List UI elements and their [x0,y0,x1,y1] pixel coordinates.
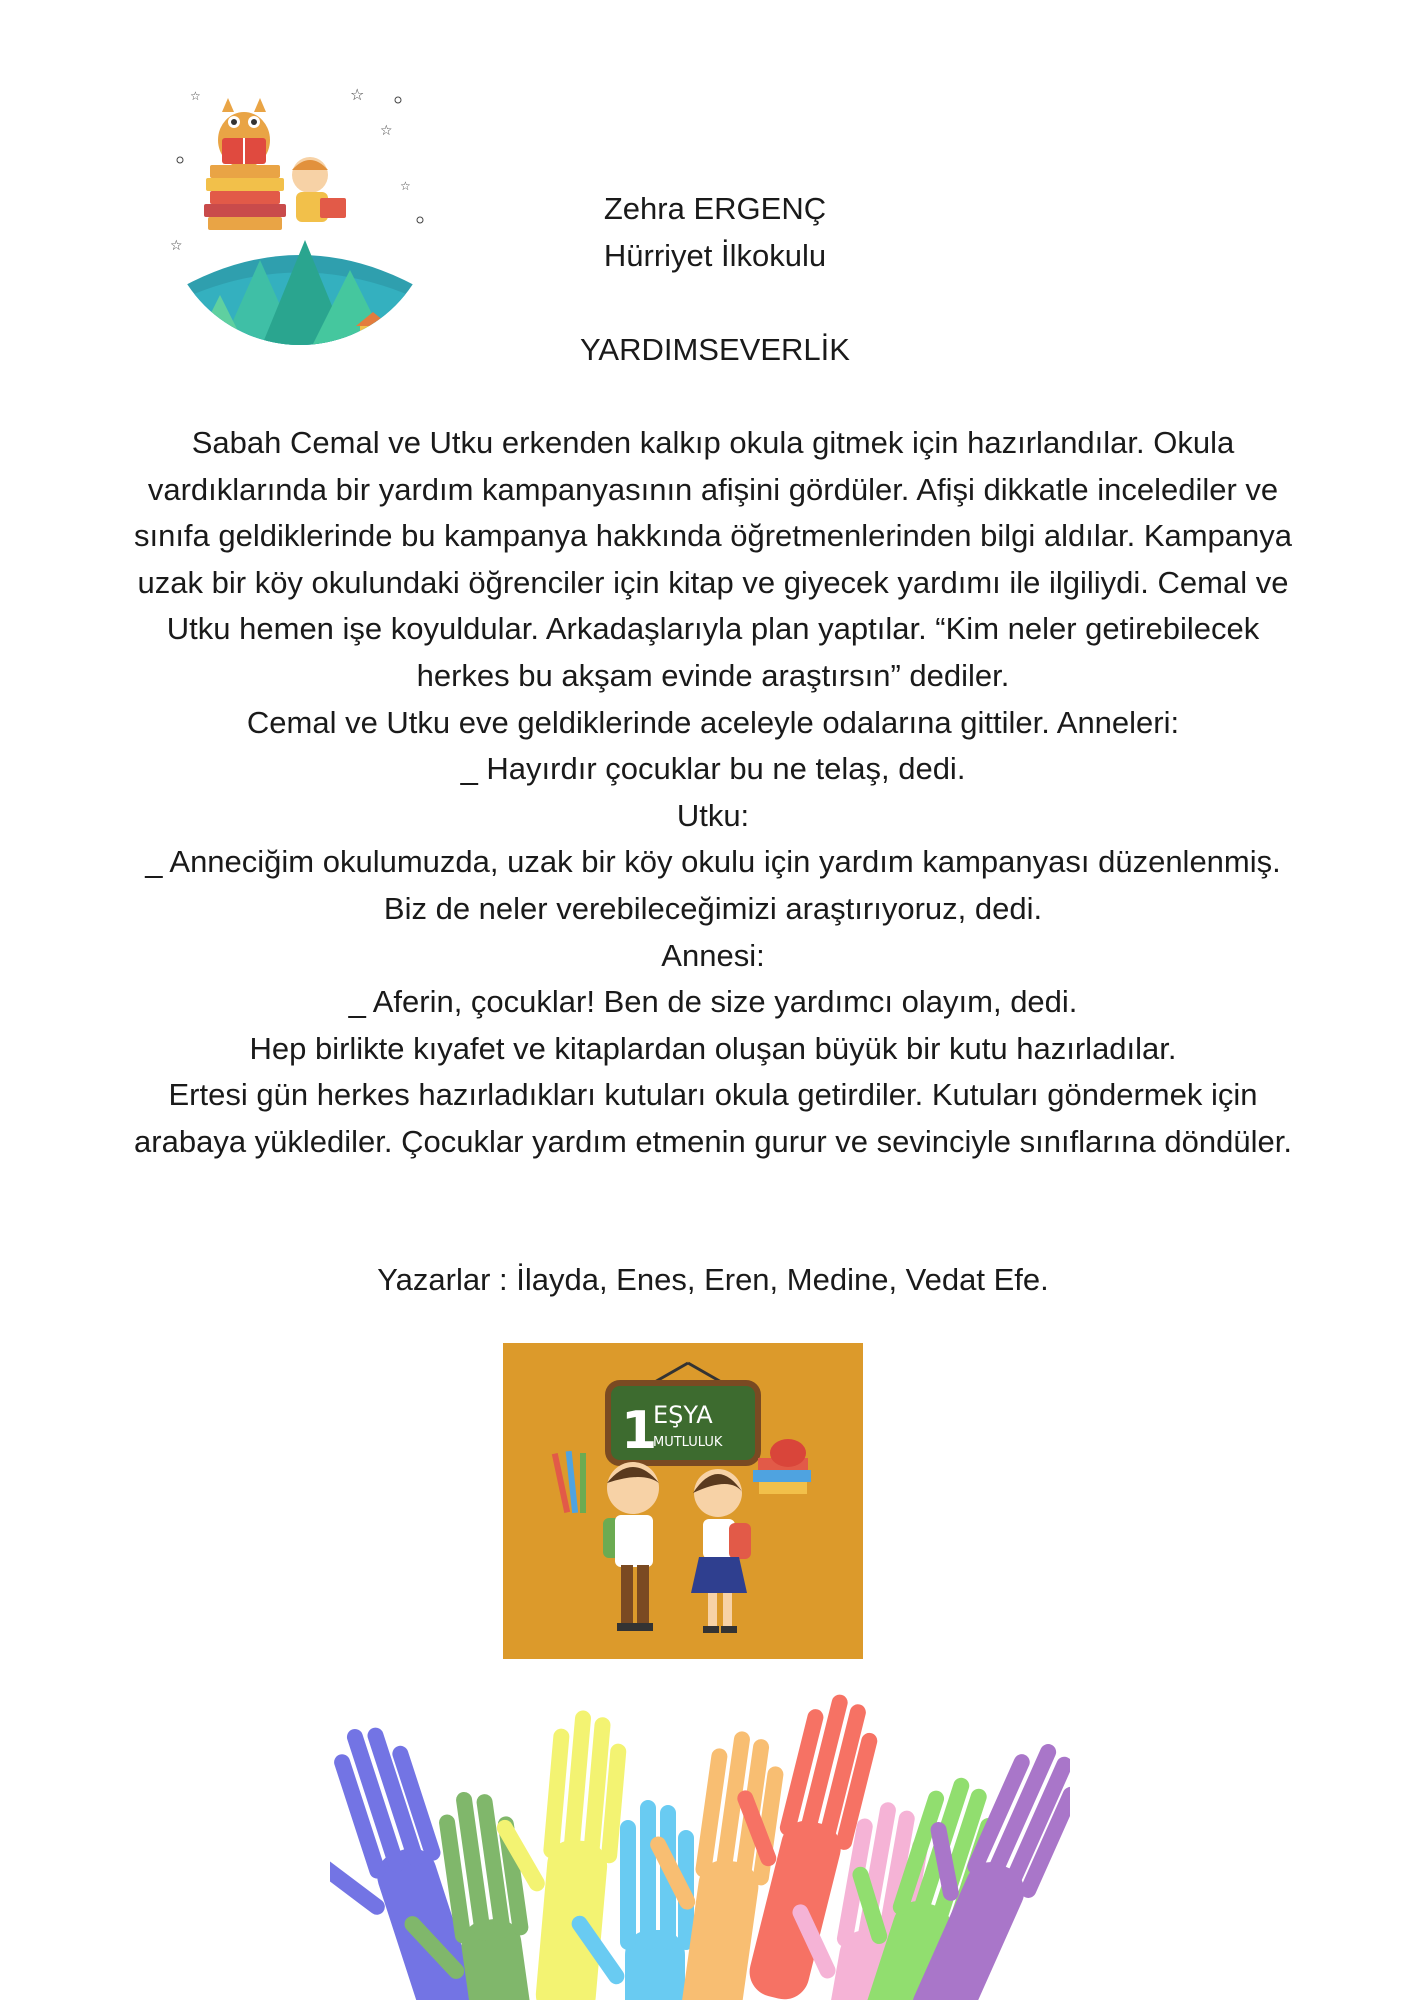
svg-text:☆: ☆ [170,237,183,253]
story-line: sınıfa geldiklerinde bu kampanya hakkında öğretmenlerinden bilgi aldılar. Kampanya [133,518,1293,554]
authors-line: Yazarlar : İlayda, Enes, Eren, Medine, Vedat Efe. [377,1262,1049,1297]
story-line: herkes bu akşam evinde araştırsın” dediler. [416,657,1010,693]
story-line: Utku hemen işe koyuldular. Arkadaşlarıyla plan yaptılar. “Kim neler getirebilecek [166,611,1260,647]
reading-owl-illustration-icon [150,60,450,360]
story-line: Utku: [676,797,750,833]
svg-text:☆: ☆ [190,89,201,103]
svg-text:☆: ☆ [350,87,365,104]
author-name: Zehra ERGENÇ [603,191,827,226]
raised-hands-icon [330,1670,1070,2000]
school-name: Hürriyet İlkokulu [603,237,827,273]
story-line: Annesi: [661,937,765,973]
story-line: vardıklarında bir yardım kampanyasının afişini gördüler. Afişi dikkatle incelediler ve [147,471,1279,507]
poster-word-2: MUTLULUK [653,1435,723,1450]
svg-text:☆: ☆ [380,122,393,138]
story-line: Hep birlikte kıyafet ve kitaplardan oluşan büyük bir kutu hazırladılar. [249,1030,1177,1066]
svg-text:☆: ☆ [400,179,411,193]
poster-number: 1 [621,1401,658,1461]
story-line: arabaya yüklediler. Çocuklar yardım etmenin gurur ve sevinciyle sınıflarına döndüler. [134,1123,1292,1159]
story-line: Biz de neler verebileceğimizi araştırıyoruz, dedi. [383,890,1043,926]
story-line: Cemal ve Utku eve geldiklerinde aceleyle odalarına gittiler. Anneleri: [246,704,1180,740]
story-line: _ Hayırdır çocuklar bu ne telaş, dedi. [460,751,966,787]
header [500,186,930,279]
story-title: YARDIMSEVERLİK [580,332,850,367]
story-line: _ Anneciğim okulumuzda, uzak bir köy okulu için yardım kampanyası düzenlenmiş. [145,844,1281,880]
poster-word-1: EŞYA [653,1401,713,1429]
story-body [78,420,1348,1166]
story-line: _ Aferin, çocuklar! Ben de size yardımcı olayım, dedi. [348,984,1078,1020]
donation-poster-icon [503,1343,863,1659]
story-line: Sabah Cemal ve Utku erkenden kalkıp okula gitmek için hazırlandılar. Okula [191,425,1235,460]
story-line: uzak bir köy okulundaki öğrenciler için kitap ve giyecek yardımı ile ilgiliydi. Cemal ve [137,564,1289,600]
story-line: Ertesi gün herkes hazırladıkları kutuları okula getirdiler. Kutuları göndermek için [168,1077,1258,1113]
